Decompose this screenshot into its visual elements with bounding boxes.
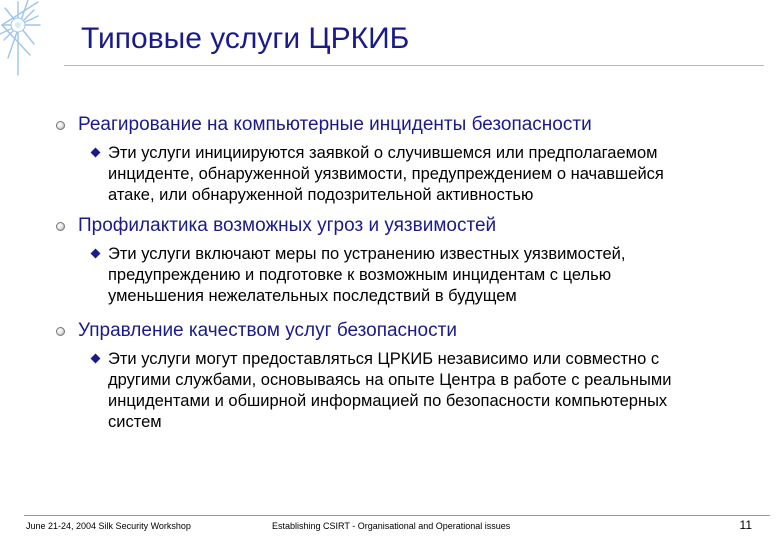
- bullet-heading: Реагирование на компьютерные инциденты безопасности: [78, 114, 592, 135]
- sub-bullet-text: Эти услуги инициируются заявкой о случившемся или предполагаемом инциденте, обнаруженной уязвимости, предупреждением о начавшейся атаке, или обнаруженной подозрительной активностью: [108, 144, 664, 204]
- diamond-bullet-icon: [91, 354, 101, 364]
- bullet-dot-icon: [56, 121, 65, 130]
- bullet-dot-icon: [56, 222, 65, 231]
- diamond-bullet-icon: [91, 249, 101, 259]
- page-number: 11: [739, 518, 752, 532]
- sub-bullet-text: Эти услуги могут предоставляться ЦРКИБ независимо или совместно с другими службами, основываясь на опыте Центра в работе с реальными инцидентами и обширной информацией по безопасности компьютерных систем: [108, 350, 672, 431]
- slide-title: Типовые услуги ЦРКИБ: [81, 22, 410, 55]
- bullet-dot-icon: [56, 327, 65, 336]
- footer-event: June 21-24, 2004 Silk Security Workshop: [26, 521, 191, 531]
- footer-topic: Establishing CSIRT - Organisational and Operational issues: [272, 521, 511, 531]
- diamond-bullet-icon: [91, 148, 101, 158]
- footer-divider: [24, 515, 770, 516]
- bullet-heading: Профилактика возможных угроз и уязвимостей: [78, 215, 497, 236]
- bullet-heading: Управление качеством услуг безопасности: [78, 320, 457, 341]
- sub-bullet-text: Эти услуги включают меры по устранению известных уязвимостей, предупреждению и подготовке к возможным инцидентам с целью уменьшения нежелательных последствий в будущем: [108, 245, 626, 305]
